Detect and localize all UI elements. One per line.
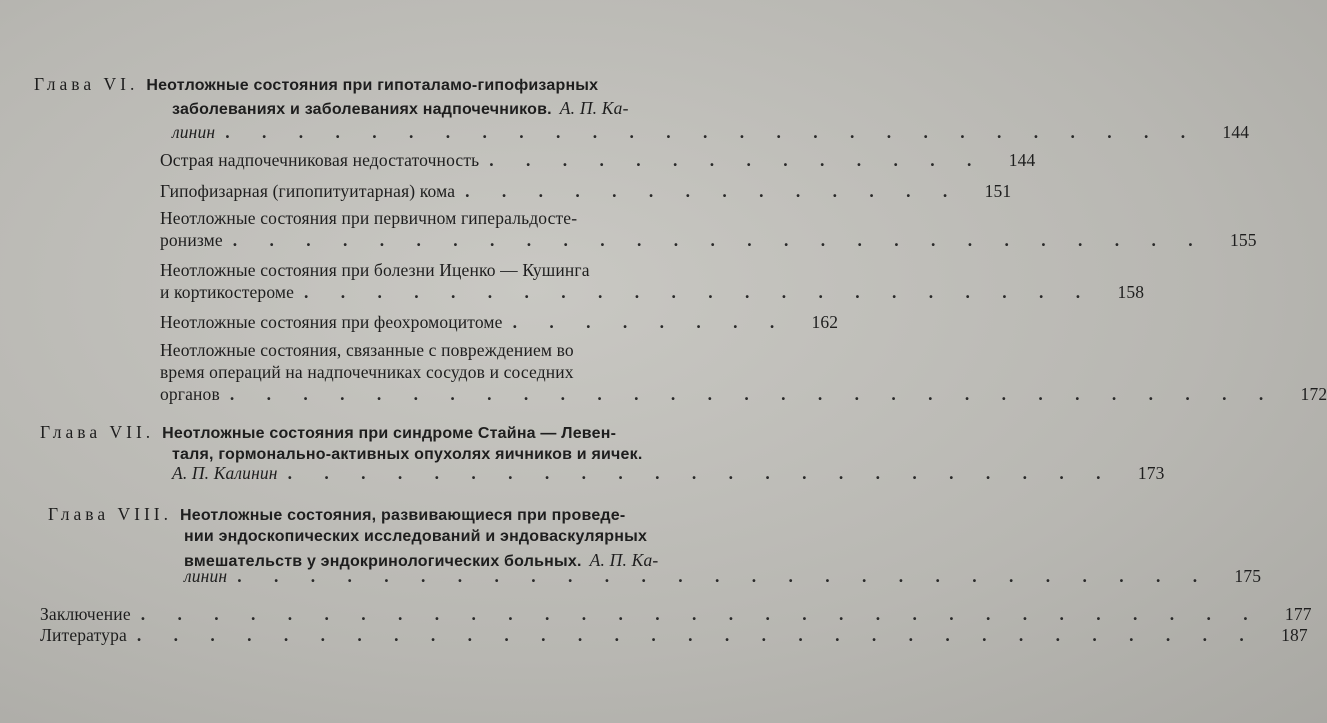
chapter-6-entry	[172, 122, 1250, 143]
leader-dots: . . . . . . . . . . . . . . . . . . . . . . . . . . .	[237, 566, 1212, 586]
chapter-8-heading	[48, 504, 728, 525]
leader-dots: . . . . . . . . . . . . . .	[465, 181, 962, 201]
toc-item-title: Неотложные состояния, связанные с повреждением во	[160, 340, 574, 360]
leader-dots: . . . . . . . .	[512, 312, 789, 332]
chapter-6-title-line-2: заболеваниях и заболеваниях надпочечников.	[172, 101, 552, 118]
leader-dots: . . . . . . . . . . . . . . . . . . . . . . . . . . .	[225, 122, 1200, 142]
chapter-7-entry	[172, 463, 1165, 484]
toc-item-title: Острая надпочечниковая недостаточность	[160, 150, 480, 170]
chapter-8-entry	[184, 566, 1262, 587]
toc-item-title-cont: органов	[160, 384, 220, 404]
toc-item	[160, 181, 1012, 202]
chapter-7-heading	[40, 422, 720, 443]
chapter-6-label: Глава VI.	[34, 74, 139, 94]
chapter-6-title-line-1: Неотложные состояния при гипоталамо-гипофизарных	[146, 77, 599, 94]
literature-title: Литература	[40, 625, 127, 645]
toc-item-title: Неотложные состояния при первичном гиперальдосте-	[160, 208, 578, 228]
toc-item-title: Гипофизарная (гипопитуитарная) кома	[160, 181, 456, 201]
leader-dots: . . . . . . . . . . . . . . . . . . . . . . . . . . . . .	[229, 384, 1278, 404]
toc-item-title-cont: время операций на надпочечниках сосудов и соседних	[160, 362, 574, 382]
chapter-8-title-line-2: нии эндоскопических исследований и эндоваскулярных	[184, 528, 648, 545]
chapter-8-author-part-2: линин	[184, 566, 228, 586]
conclusion-page: 177	[1284, 604, 1312, 624]
leader-dots: . . . . . . . . . . . . . .	[489, 150, 986, 170]
toc-item-page: 158	[1117, 282, 1145, 302]
chapter-8-title-line-1: Неотложные состояния, развивающиеся при проведе-	[179, 507, 626, 524]
chapter-8-title-line-2-row	[184, 528, 744, 546]
chapter-7-label: Глава VII.	[40, 422, 155, 442]
toc-item	[160, 150, 1036, 171]
toc-item-title: Неотложные состояния при болезни Иценко — Кушинга	[160, 260, 590, 280]
toc-item-page: 162	[811, 312, 839, 332]
toc-item-title-cont: и кортикостероме	[160, 282, 295, 302]
toc-item	[160, 230, 1257, 251]
toc-item-page: 172	[1300, 384, 1327, 404]
chapter-6-author-part-2: линин	[172, 122, 216, 142]
leader-dots: . . . . . . . . . . . . . . . . . . . . . . . . . . . . . . .	[136, 625, 1258, 645]
chapter-7-title-line-1: Неотложные состояния при синдроме Стайна — Левен-	[162, 425, 617, 442]
leader-dots: . . . . . . . . . . . . . . . . . . . . . . . . . . . . . . .	[140, 604, 1262, 624]
toc-item-page: 144	[1008, 150, 1036, 170]
chapter-6-heading	[34, 74, 714, 95]
leader-dots: . . . . . . . . . . . . . . . . . . . . . . .	[287, 463, 1115, 483]
toc-item-line-1	[160, 260, 710, 281]
toc-item-page: 151	[984, 181, 1012, 201]
chapter-7-page: 173	[1137, 463, 1165, 483]
conclusion-title: Заключение	[40, 604, 131, 624]
chapter-6-page: 144	[1222, 122, 1250, 142]
chapter-7-title-line-2: таля, гормонально-активных опухолях яичников и яичек.	[172, 446, 643, 463]
conclusion-entry	[40, 604, 1312, 625]
chapter-7-author: А. П. Калинин	[172, 463, 278, 483]
toc-item-title: Неотложные состояния при феохромоцитоме	[160, 312, 503, 332]
chapter-7-title-line-2-row	[172, 446, 732, 464]
toc-item	[160, 312, 839, 333]
toc-item-title-cont: ронизме	[160, 230, 223, 250]
toc-item	[160, 384, 1327, 405]
toc-item-line-1	[160, 340, 710, 361]
chapter-6-title-line-2-row	[172, 98, 712, 119]
chapter-6-author-part-1: А. П. Ка-	[559, 98, 629, 118]
toc-item	[160, 282, 1145, 303]
leader-dots: . . . . . . . . . . . . . . . . . . . . . . . . . . .	[232, 230, 1207, 250]
chapter-8-author-part-1: А. П. Ка-	[589, 550, 659, 570]
toc-item-line-1	[160, 208, 710, 229]
chapter-8-page: 175	[1234, 566, 1262, 586]
toc-item-page: 155	[1229, 230, 1257, 250]
leader-dots: . . . . . . . . . . . . . . . . . . . . . .	[304, 282, 1095, 302]
chapter-8-label: Глава VIII.	[48, 504, 172, 524]
literature-entry	[40, 625, 1308, 646]
literature-page: 187	[1281, 625, 1308, 645]
chapter-8-title-line-3: вмешательств у эндокринологических больных.	[184, 553, 582, 570]
toc-item-line-2	[160, 362, 710, 383]
